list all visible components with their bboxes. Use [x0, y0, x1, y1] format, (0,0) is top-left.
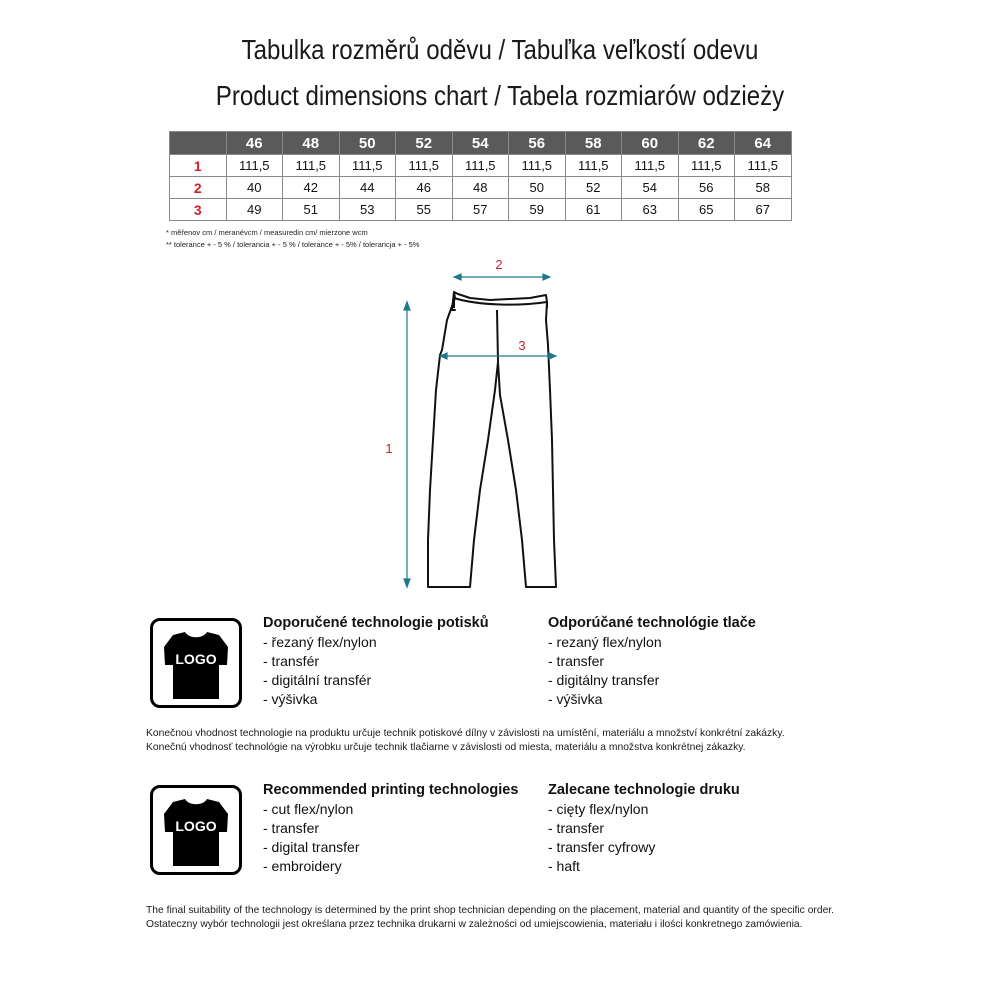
table-row [170, 177, 792, 199]
tech-heading: Odporúčané technológie tlače [548, 615, 756, 631]
table-row [170, 155, 792, 177]
table-cell: 111,5 [735, 155, 792, 177]
table-cell: 55 [396, 199, 453, 221]
logo-tshirt-icon [150, 618, 242, 708]
size-header: 50 [339, 132, 396, 155]
dimension-label-1: 1 [385, 441, 393, 456]
logo-text: LOGO [175, 651, 217, 667]
size-header: 60 [622, 132, 679, 155]
size-header: 62 [678, 132, 735, 155]
tech-item: - transfer [263, 820, 320, 836]
tech-list-sk [548, 614, 756, 709]
tech-item: - výšivka [548, 691, 603, 707]
table-cell: 50 [509, 177, 566, 199]
logo-tshirt-icon [150, 785, 242, 875]
table-cell: 63 [622, 199, 679, 221]
tech-item: - rezaný flex/nylon [548, 634, 662, 650]
table-cell: 111,5 [226, 155, 283, 177]
table-cell: 111,5 [678, 155, 735, 177]
tech-item: - transfer cyfrowy [548, 839, 656, 855]
disclaimer-en-pl [146, 904, 846, 932]
disclaimer-line: Ostateczny wybór technologii jest określana przez technika drukarni w zależności od umiejscowienia, materiału i ilości konkretnego zamówienia. [146, 919, 803, 930]
tech-item: - transfer [548, 653, 605, 669]
disclaimer-line: Konečnou vhodnost technologie na produktu určuje technik potiskové dílny v závislosti na umístění, materiálu a množství konkrétní zakázky. [146, 728, 785, 739]
table-cell: 40 [226, 177, 283, 199]
pants-diagram [370, 250, 570, 595]
measure-lines [404, 274, 556, 587]
table-cell: 111,5 [509, 155, 566, 177]
pants-outline [428, 292, 556, 587]
table-cell: 52 [565, 177, 622, 199]
dimension-label-2: 2 [495, 257, 503, 272]
tech-list-pl [548, 781, 740, 876]
measure-note: * měřenov cm / meranévcm / measuredin cm/ mierzone wcm [166, 228, 368, 237]
table-cell: 49 [226, 199, 283, 221]
table-cell: 48 [452, 177, 509, 199]
table-cell: 42 [283, 177, 340, 199]
table-cell: 53 [339, 199, 396, 221]
tech-item: - transfér [263, 653, 320, 669]
tech-heading: Zalecane technologie druku [548, 782, 740, 798]
tech-heading: Recommended printing technologies [263, 782, 519, 798]
tech-item: - cięty flex/nylon [548, 801, 649, 817]
logo-text: LOGO [175, 818, 217, 834]
table-cell: 61 [565, 199, 622, 221]
title-line-1: Tabulka rozměrů oděvu / Tabuľka veľkostí odevu [241, 34, 759, 65]
table-cell: 111,5 [452, 155, 509, 177]
table-cell: 111,5 [565, 155, 622, 177]
table-cell: 67 [735, 199, 792, 221]
size-header: 64 [735, 132, 792, 155]
tolerance-note: ** tolerance + - 5 % / tolerancia + - 5 % / tolerance + - 5% / tolerancja + - 5% [166, 240, 420, 249]
table-cell: 46 [396, 177, 453, 199]
tech-item: - transfer [548, 820, 605, 836]
dimension-label-3: 3 [518, 338, 526, 353]
size-table [169, 131, 792, 221]
tech-item: - výšivka [263, 691, 318, 707]
table-row [170, 199, 792, 221]
table-cell: 111,5 [622, 155, 679, 177]
tech-heading: Doporučené technologie potisků [263, 615, 489, 631]
size-header: 56 [509, 132, 566, 155]
tech-item: - cut flex/nylon [263, 801, 354, 817]
table-cell: 111,5 [396, 155, 453, 177]
tech-list-en [263, 781, 518, 876]
tech-item: - řezaný flex/nylon [263, 634, 377, 650]
tech-item: - digitální transfér [263, 672, 372, 688]
table-cell: 111,5 [339, 155, 396, 177]
disclaimer-line: Konečnú vhodnosť technológie na výrobku určuje technik tlačiarne v závislosti od miesta, materiálu a množstva konkrétnej zákazky. [146, 742, 746, 753]
table-cell: 56 [678, 177, 735, 199]
tech-item: - digital transfer [263, 839, 360, 855]
tech-list-cz [263, 614, 489, 709]
table-cell: 59 [509, 199, 566, 221]
size-header: 48 [283, 132, 340, 155]
row-label: 2 [170, 177, 227, 199]
table-cell: 58 [735, 177, 792, 199]
size-header-row [170, 132, 792, 155]
tech-item: - embroidery [263, 858, 342, 874]
disclaimer-cz-sk [146, 727, 846, 755]
table-cell: 65 [678, 199, 735, 221]
table-cell: 111,5 [283, 155, 340, 177]
size-header: 54 [452, 132, 509, 155]
title-line-2: Product dimensions chart / Tabela rozmiarów odzieży [215, 80, 785, 111]
table-cell: 44 [339, 177, 396, 199]
size-header: 52 [396, 132, 453, 155]
table-cell: 51 [283, 199, 340, 221]
table-cell: 57 [452, 199, 509, 221]
row-label: 1 [170, 155, 227, 177]
tech-item: - haft [548, 858, 580, 874]
disclaimer-line: The final suitability of the technology is determined by the print shop technician depending on the placement, material and quantity of the specific order. [146, 905, 835, 916]
size-header: 46 [226, 132, 283, 155]
table-cell: 54 [622, 177, 679, 199]
row-label: 3 [170, 199, 227, 221]
size-header: 58 [565, 132, 622, 155]
table-corner [170, 132, 227, 155]
tech-item: - digitálny transfer [548, 672, 660, 688]
